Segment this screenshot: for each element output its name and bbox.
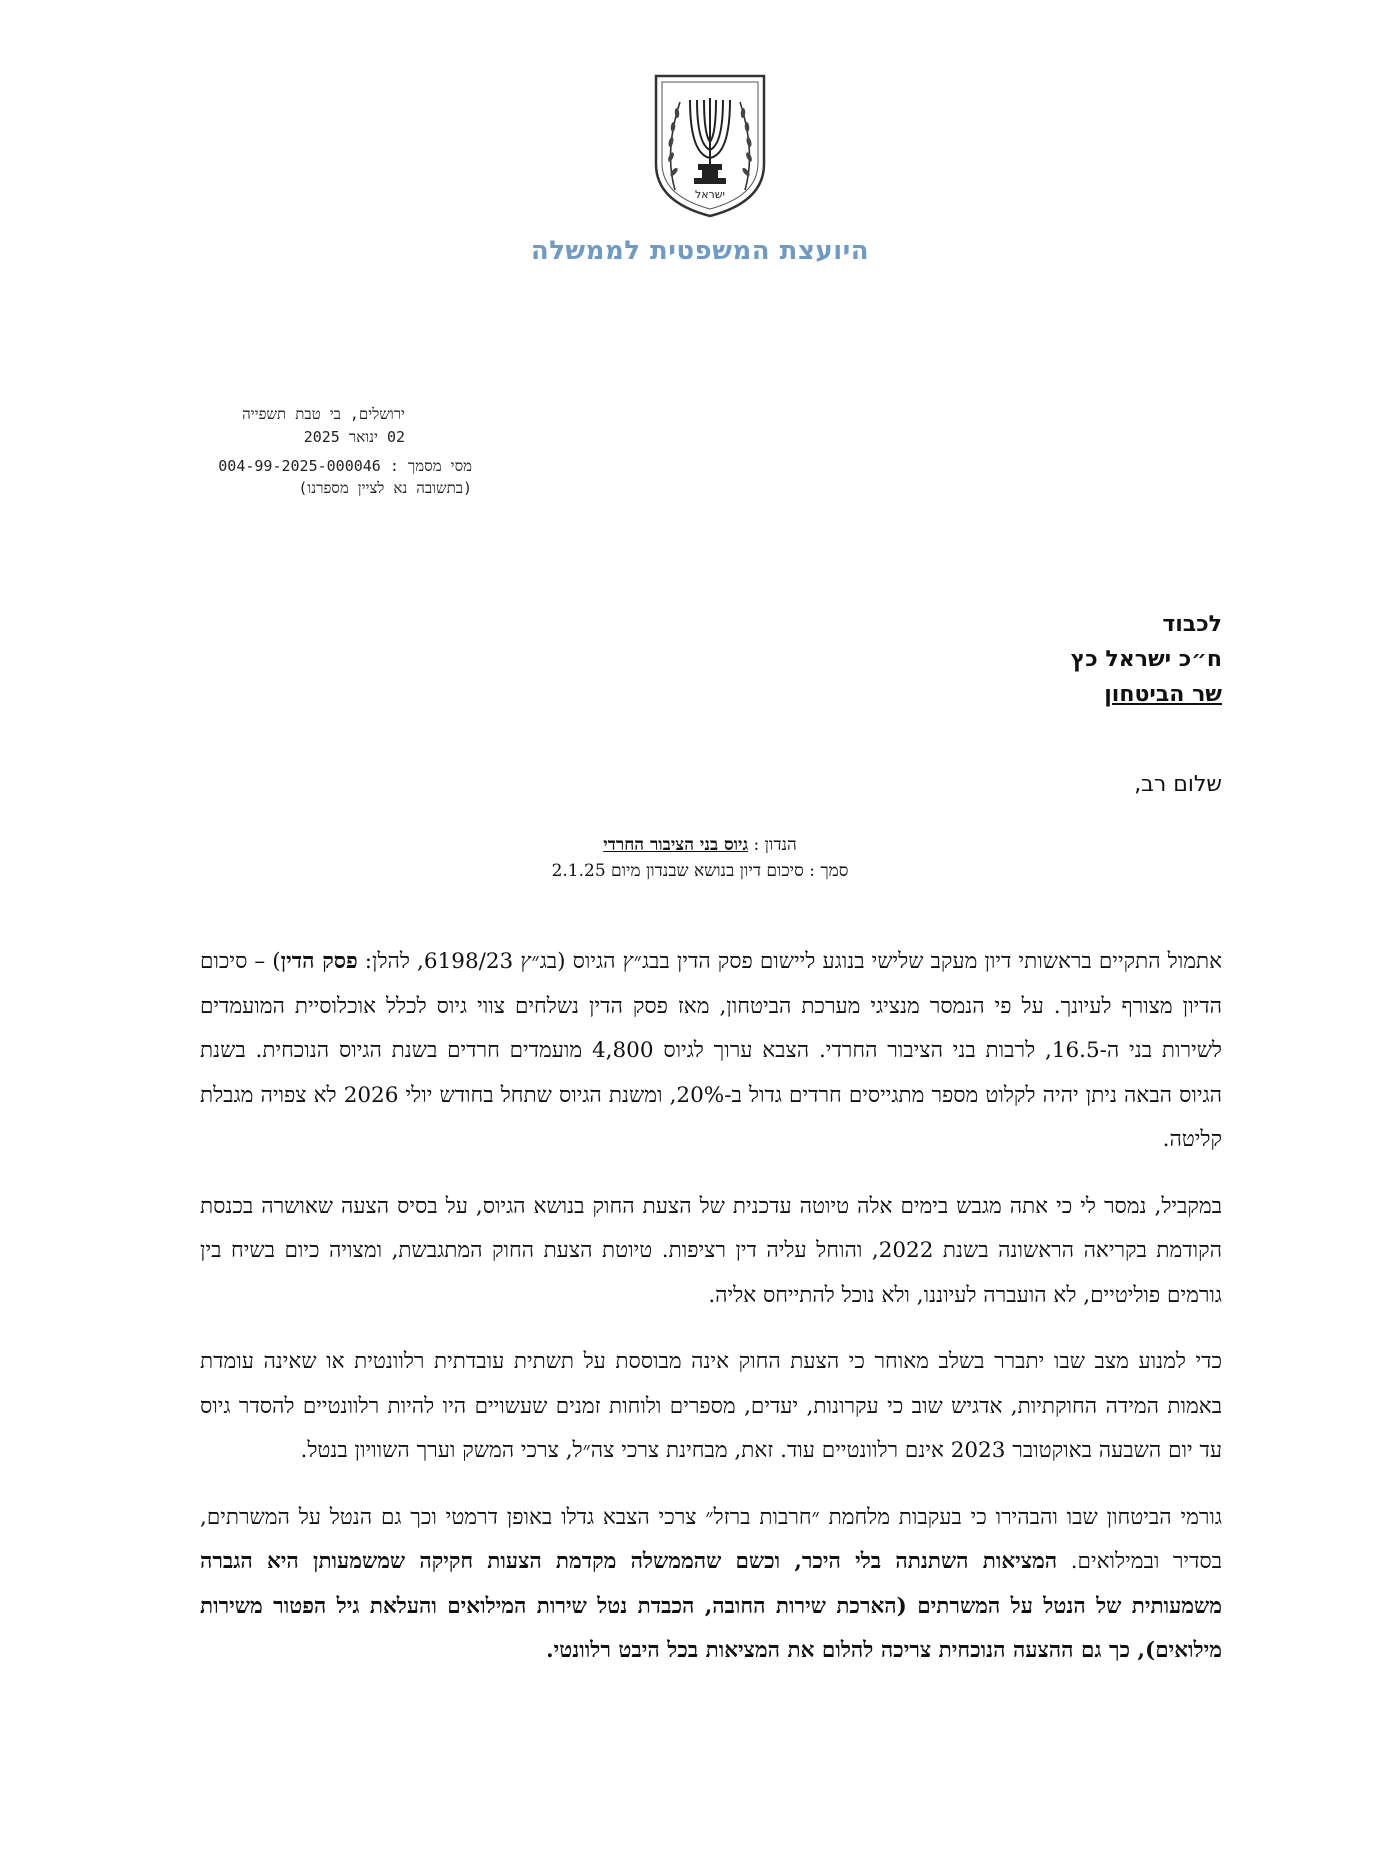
hebrew-date: ירושלים, בי טבת תשפייה	[242, 405, 405, 423]
emblem-inscription: ישראל	[694, 188, 726, 201]
subject-reference: סמך : סיכום דיון בנושא שבנדון מיום 2.1.25	[551, 861, 849, 881]
date-block	[200, 403, 405, 449]
paragraph-2: במקביל, נמסר לי כי אתה מגבש בימים אלה טיוטה עדכנית של הצעת החוק בנושא הגיוס, על בסיס הצעה שאושרה בכנסת הקודמת בקריאה הראשונה בשנת 2022, והוחל עליה דין רציפות. טיוטת הצעת החוק המתגבשת, ומצויה כיום בשיח בין גורמים פוליטיים, לא הועברה לעיוננו, ולא נוכל להתייחס אליה.	[200, 1193, 1222, 1308]
document-number	[200, 455, 472, 477]
greeting: שלום רב,	[1134, 772, 1222, 797]
paragraph-4-text-a: גורמי הביטחון שבו והבהירו כי בעקבות מלחמת ״חרבות ברזל״ צרכי הצבא גדלו באופן דרמטי וכך גם הנטל על המשרתים, בסדיר ובמילואים.	[200, 1504, 1222, 1574]
paragraph-1-defined-term: פסק הדין	[280, 949, 358, 974]
gregorian-date: 02 ינואר 2025	[303, 428, 405, 446]
paragraph-1-text-b: ) – סיכום הדיון מצורף לעיונך. על פי הנמסר מנציגי מערכת הביטחון, מאז פסק הדין נשלחים צווי גיוס לכלל אוכלוסיית המועמדים לשירות בני ה-16.5, לרבות בני הציבור החרדי. הצבא ערוך לגיוס 4,800 מועמדים חרדים בשנת הגיוס הנוכחית. בשנת הגיוס הבאה ניתן יהיה לקלוט מספר מתגייסים חרדים גדול ב-20%, ומשנת הגיוס שתחל בחודש יולי 2026 לא צפויה מגבלת קליטה.	[200, 949, 1222, 1152]
subject-block	[0, 832, 1400, 884]
paragraph-1-text-a: אתמול התקיים בראשותי דיון מעקב שלישי בנוגע ליישום פסק הדין בבג״ץ הגיוס (בג״ץ 6198/23, להלן:	[357, 949, 1222, 974]
paragraph-4-emphasis: המציאות השתנתה בלי היכר, וכשם שהממשלה מקדמת הצעות חקיקה שמשמעותן היא הגברה משמעותית של הנטל על המשרתים (הארכת שירות החובה, הכבדת נטל שירות המילואים והעלאת גיל הפטור משירות מילואים), כך גם ההצעה הנוכחית צריכה להלום את המציאות בכל היבט רלוונטי.	[200, 1549, 1222, 1663]
paragraph-1	[200, 940, 1222, 1163]
paragraph-3: כדי למנוע מצב שבו יתברר בשלב מאוחר כי הצעת החוק אינה מבוססת על תשתית עובדתית רלוונטית או שאינה עומדת באמות המידה החוקתיות, אדגיש שוב כי עקרונות, יעדים, מספרים ולוחות זמנים שעשויים היו להיות רלוונטיים להסדר גיוס עד יום השבעה באוקטובר 2023 אינם רלוונטיים עוד. זאת, מבחינת צרכי צה״ל, צרכי המשק וערך השוויון בנטל.	[200, 1349, 1222, 1463]
paragraph-4	[200, 1496, 1222, 1674]
subject-topic: גיוס בני הציבור החרדי	[603, 835, 749, 855]
subject-line	[0, 832, 1400, 858]
salutation: לכבוד	[1162, 612, 1222, 637]
subject-label: הנדון :	[753, 835, 797, 855]
addressee-block	[822, 607, 1222, 712]
reply-note: (בתשובה נא לציין מספרנו)	[298, 479, 472, 497]
letter-body	[200, 940, 1222, 1696]
office-title: היועצת המשפטית לממשלה	[530, 236, 870, 266]
state-emblem-icon	[650, 72, 770, 220]
reference-number: 004-99-2025-000046	[218, 457, 381, 475]
addressee-role: שר הביטחון	[1104, 682, 1222, 707]
reference-label: מסי מסמך :	[389, 457, 472, 475]
addressee-name: ח״כ ישראל כץ	[1070, 647, 1222, 672]
reference-block	[200, 455, 472, 499]
